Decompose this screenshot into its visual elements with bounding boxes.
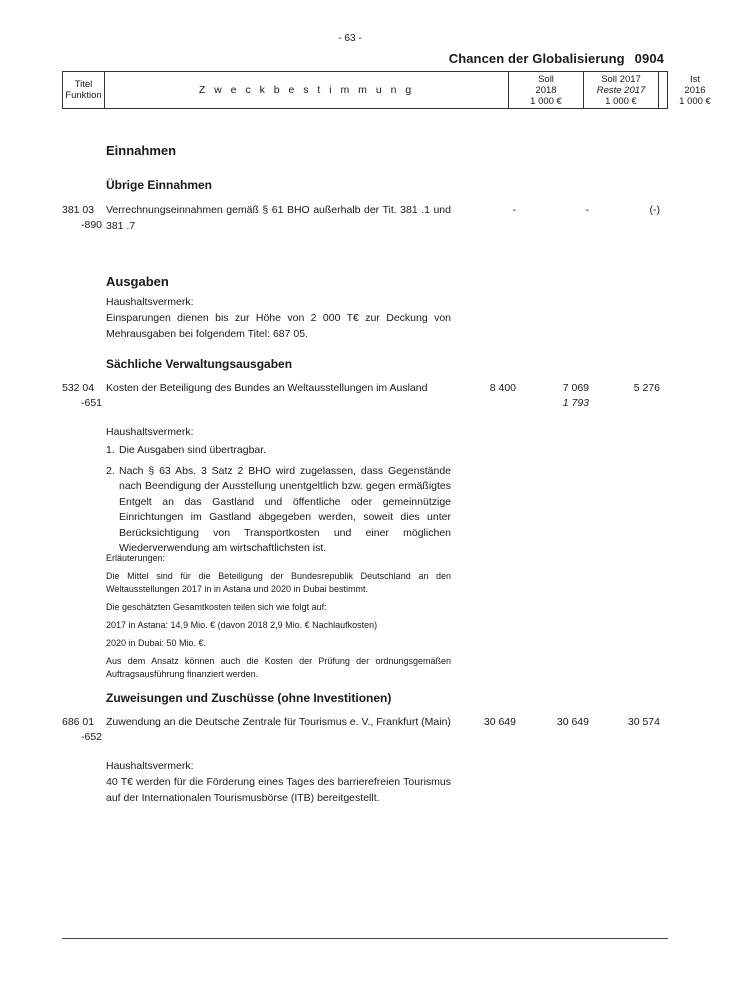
subsection-heading-zuweisungen: Zuweisungen und Zuschüsse (ohne Investitionen) [106, 691, 392, 705]
list-item-text: Die Ausgaben sind übertragbar. [119, 444, 267, 456]
header-reste-label: Reste 2017 [596, 84, 646, 96]
header-titel-funktion [63, 72, 105, 108]
header-zweckbestimmung: Z w e c k b e s t i m m u n g [105, 72, 509, 108]
list-item-text: Nach § 63 Abs. 3 Satz 2 BHO wird zugelassen, dass Gegenstände nach Beendigung der Ausstellung unentgeltlich bzw. gegen ermäßigtes Entgelt an das Gastland und öffentliche oder gemeinnützige Einrichtungen im Gastland abgegeben werden, soweit dies unter Berücksichtigung von Transportkosten und einer möglichen Wiederverwendung am wirtschaftlichsten ist. [119, 464, 451, 554]
value-ist-2016: (-) [649, 204, 660, 216]
value-soll-2018: - [512, 204, 516, 216]
value-soll-2018: 8 400 [489, 382, 516, 394]
titel-description: Kosten der Beteiligung des Bundes an Weltausstellungen im Ausland [106, 382, 428, 394]
list-item-number: 1. [106, 444, 115, 456]
haushaltsvermerk-label: Haushaltsvermerk: [106, 760, 194, 772]
titel-code: 381 03 [62, 204, 95, 216]
funktion-code: -890 [80, 219, 102, 231]
list-item-number: 2. [106, 464, 115, 477]
haushaltsvermerk-list [106, 443, 451, 562]
titel-code: 532 04 [62, 382, 95, 394]
header-titel: Titel [74, 79, 93, 90]
header-soll17-label: Soll 2017 [601, 73, 641, 85]
bottom-rule [62, 938, 668, 939]
subsection-heading-saechlich: Sächliche Verwaltungsausgaben [106, 357, 293, 371]
titel-description: Zuwendung an die Deutsche Zentrale für Tourismus e. V., Frankfurt (Main) [106, 716, 451, 728]
haushaltsvermerk-label: Haushaltsvermerk: [106, 426, 194, 438]
header-funktion: Funktion [65, 90, 102, 101]
header-soll-2018 [509, 72, 584, 108]
titel-description: Verrechnungseinnahmen gemäß § 61 BHO außerhalb der Tit. 381 .1 und 381 .7 [106, 204, 451, 232]
erlaeuterung-paragraph: 2017 in Astana: 14,9 Mio. € (davon 2018 2,9 Mio. € Nachlaufkosten) [106, 620, 378, 630]
header-soll-year: 2018 [535, 84, 557, 96]
header-ist-label: Ist [689, 73, 701, 85]
list-item [106, 443, 451, 459]
titel-number [62, 381, 102, 411]
page-number: - 63 - [338, 33, 362, 44]
section-heading-ausgaben: Ausgaben [106, 274, 169, 289]
haushaltsvermerk-text: 40 T€ werden für die Förderung eines Tages des barrierefreien Tourismus auf der Internationalen Tourismusbörse (ITB) bereitgestellt. [106, 776, 451, 804]
haushaltsvermerk-label: Haushaltsvermerk: [106, 296, 194, 308]
erlaeuterung-paragraph: Die Mittel sind für die Beteiligung der Bundesrepublik Deutschland an den Weltausstellungen 2017 in in Astana und 2020 in Dubai bestimmt. [106, 571, 451, 594]
table-header [62, 71, 711, 109]
header-ist-year: 2016 [684, 84, 706, 96]
value-reste-2017: 1 793 [562, 397, 589, 409]
subsection-heading-uebrige-einnahmen: Übrige Einnahmen [106, 178, 213, 192]
header-ist-2016 [659, 72, 731, 108]
haushaltsvermerk-text: Einsparungen dienen bis zur Höhe von 2 000 T€ zur Deckung von Mehrausgaben bei folgendem Titel: 687 05. [106, 312, 451, 340]
header-soll-label: Soll [538, 73, 554, 85]
value-ist-2016: 30 574 [627, 716, 660, 728]
titel-code: 686 01 [62, 716, 95, 728]
value-soll-2017: 30 649 [556, 716, 589, 728]
chapter-heading [449, 51, 664, 66]
section-heading-einnahmen: Einnahmen [106, 143, 177, 158]
erlaeuterung-paragraph: Die geschätzten Gesamtkosten teilen sich wie folgt auf: [106, 602, 327, 612]
titel-number [62, 715, 102, 745]
value-soll-2017: - [585, 204, 589, 216]
header-soll17-unit: 1 000 € [605, 95, 637, 107]
chapter-code: 0904 [634, 51, 664, 66]
funktion-code: -652 [80, 731, 102, 743]
header-soll-2017 [584, 72, 659, 108]
erlaeuterungen-text [106, 570, 451, 686]
value-soll-2017: 7 069 [562, 382, 589, 394]
list-item [106, 464, 451, 557]
header-ist-unit: 1 000 € [679, 95, 711, 107]
erlaeuterungen-label: Erläuterungen: [106, 553, 166, 563]
funktion-code: -651 [80, 397, 102, 409]
header-soll-unit: 1 000 € [530, 95, 562, 107]
erlaeuterung-paragraph: 2020 in Dubai: 50 Mio. €. [106, 638, 207, 648]
erlaeuterung-paragraph: Aus dem Ansatz können auch die Kosten der Prüfung der ordnungsgemäßen Auftragsausführung finanziert werden. [106, 656, 451, 679]
chapter-title: Chancen der Globalisierung [448, 51, 625, 66]
titel-number [62, 203, 102, 233]
value-soll-2018: 30 649 [483, 716, 516, 728]
value-ist-2016: 5 276 [633, 382, 660, 394]
